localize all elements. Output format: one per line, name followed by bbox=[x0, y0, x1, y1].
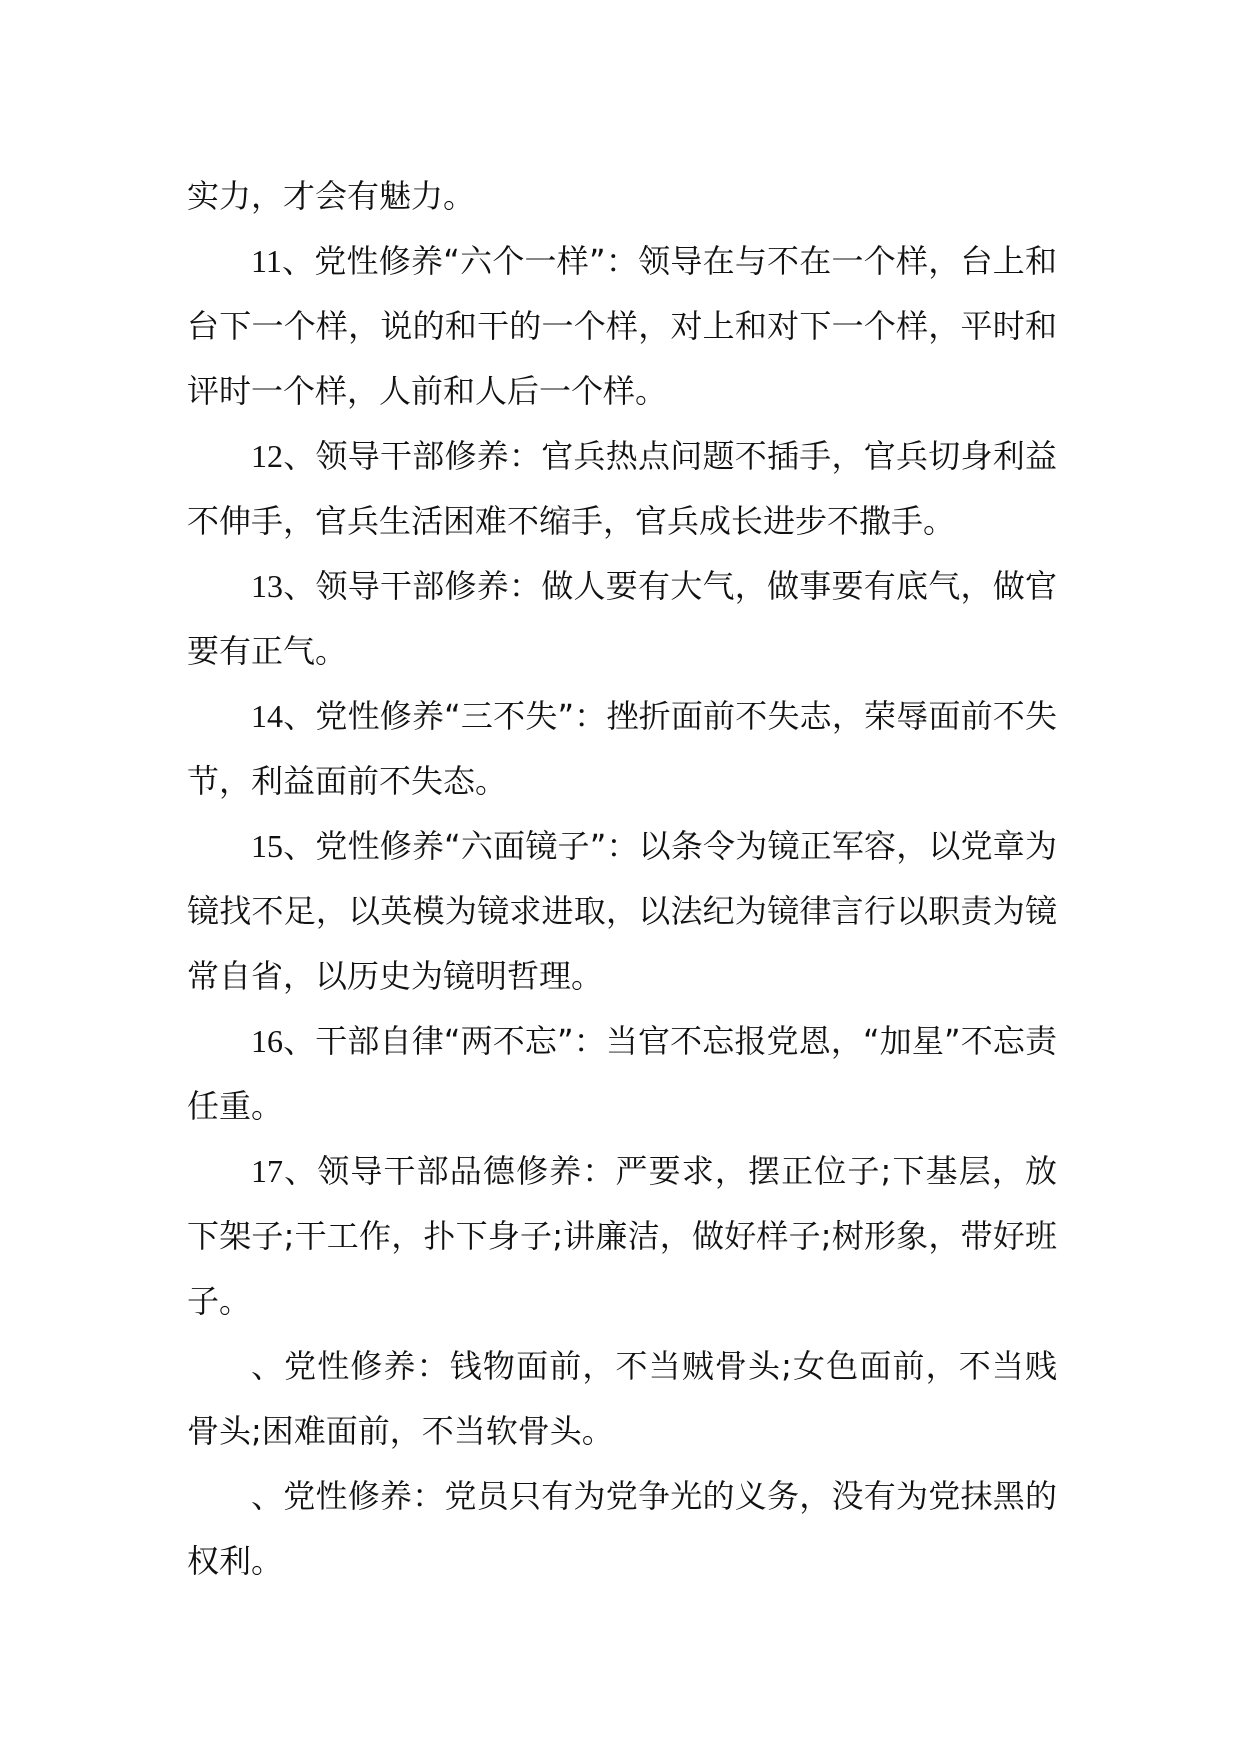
paragraph-15 bbox=[187, 814, 1057, 1009]
paragraph-17 bbox=[187, 1139, 1057, 1334]
paragraph-number: 17 bbox=[251, 1153, 283, 1189]
paragraph-number: 15 bbox=[251, 828, 283, 864]
paragraph-text: 、党性修养“六面镜子”：以条令为镜正军容，以党章为镜找不足，以英模为镜求进取，以法纪为镜律言行以职责为镜常自省，以历史为镜明哲理。 bbox=[187, 827, 1057, 995]
paragraph-text: 、领导干部修养：官兵热点问题不插手，官兵切身利益不伸手，官兵生活困难不缩手，官兵成长进步不撒手。 bbox=[187, 437, 1057, 540]
paragraph-text: 、党性修养“六个一样”：领导在与不在一个样，台上和台下一个样，说的和干的一个样，对上和对下一个样，平时和评时一个样，人前和人后一个样。 bbox=[187, 242, 1057, 410]
paragraph-continuation bbox=[187, 164, 1057, 229]
paragraph-12 bbox=[187, 424, 1057, 554]
paragraph-number: 11 bbox=[251, 243, 282, 279]
paragraph-unnumbered-1 bbox=[187, 1334, 1057, 1464]
paragraph-text: 、党性修养：党员只有为党争光的义务，没有为党抹黑的权利。 bbox=[187, 1477, 1057, 1580]
paragraph-number: 16 bbox=[251, 1023, 283, 1059]
paragraph-14 bbox=[187, 684, 1057, 814]
paragraph-number: 13 bbox=[251, 568, 283, 604]
paragraph-number: 12 bbox=[251, 438, 283, 474]
paragraph-16 bbox=[187, 1009, 1057, 1139]
paragraph-11 bbox=[187, 229, 1057, 424]
paragraph-text: 、干部自律“两不忘”：当官不忘报党恩，“加星”不忘责任重。 bbox=[187, 1022, 1057, 1125]
paragraph-text: 、领导干部修养：做人要有大气，做事要有底气，做官要有正气。 bbox=[187, 567, 1057, 670]
paragraph-text: 实力，才会有魅力。 bbox=[187, 177, 476, 215]
paragraph-number: 14 bbox=[251, 698, 283, 734]
paragraph-text: 、领导干部品德修养：严要求，摆正位子;下基层，放下架子;干工作，扑下身子;讲廉洁，做好样子;树形象，带好班子。 bbox=[187, 1152, 1057, 1320]
document-body bbox=[187, 164, 1057, 1594]
paragraph-text: 、党性修养“三不失”：挫折面前不失志，荣辱面前不失节，利益面前不失态。 bbox=[187, 697, 1057, 800]
paragraph-unnumbered-2 bbox=[187, 1464, 1057, 1594]
paragraph-13 bbox=[187, 554, 1057, 684]
paragraph-text: 、党性修养：钱物面前，不当贼骨头;女色面前，不当贱骨头;困难面前，不当软骨头。 bbox=[187, 1347, 1057, 1450]
